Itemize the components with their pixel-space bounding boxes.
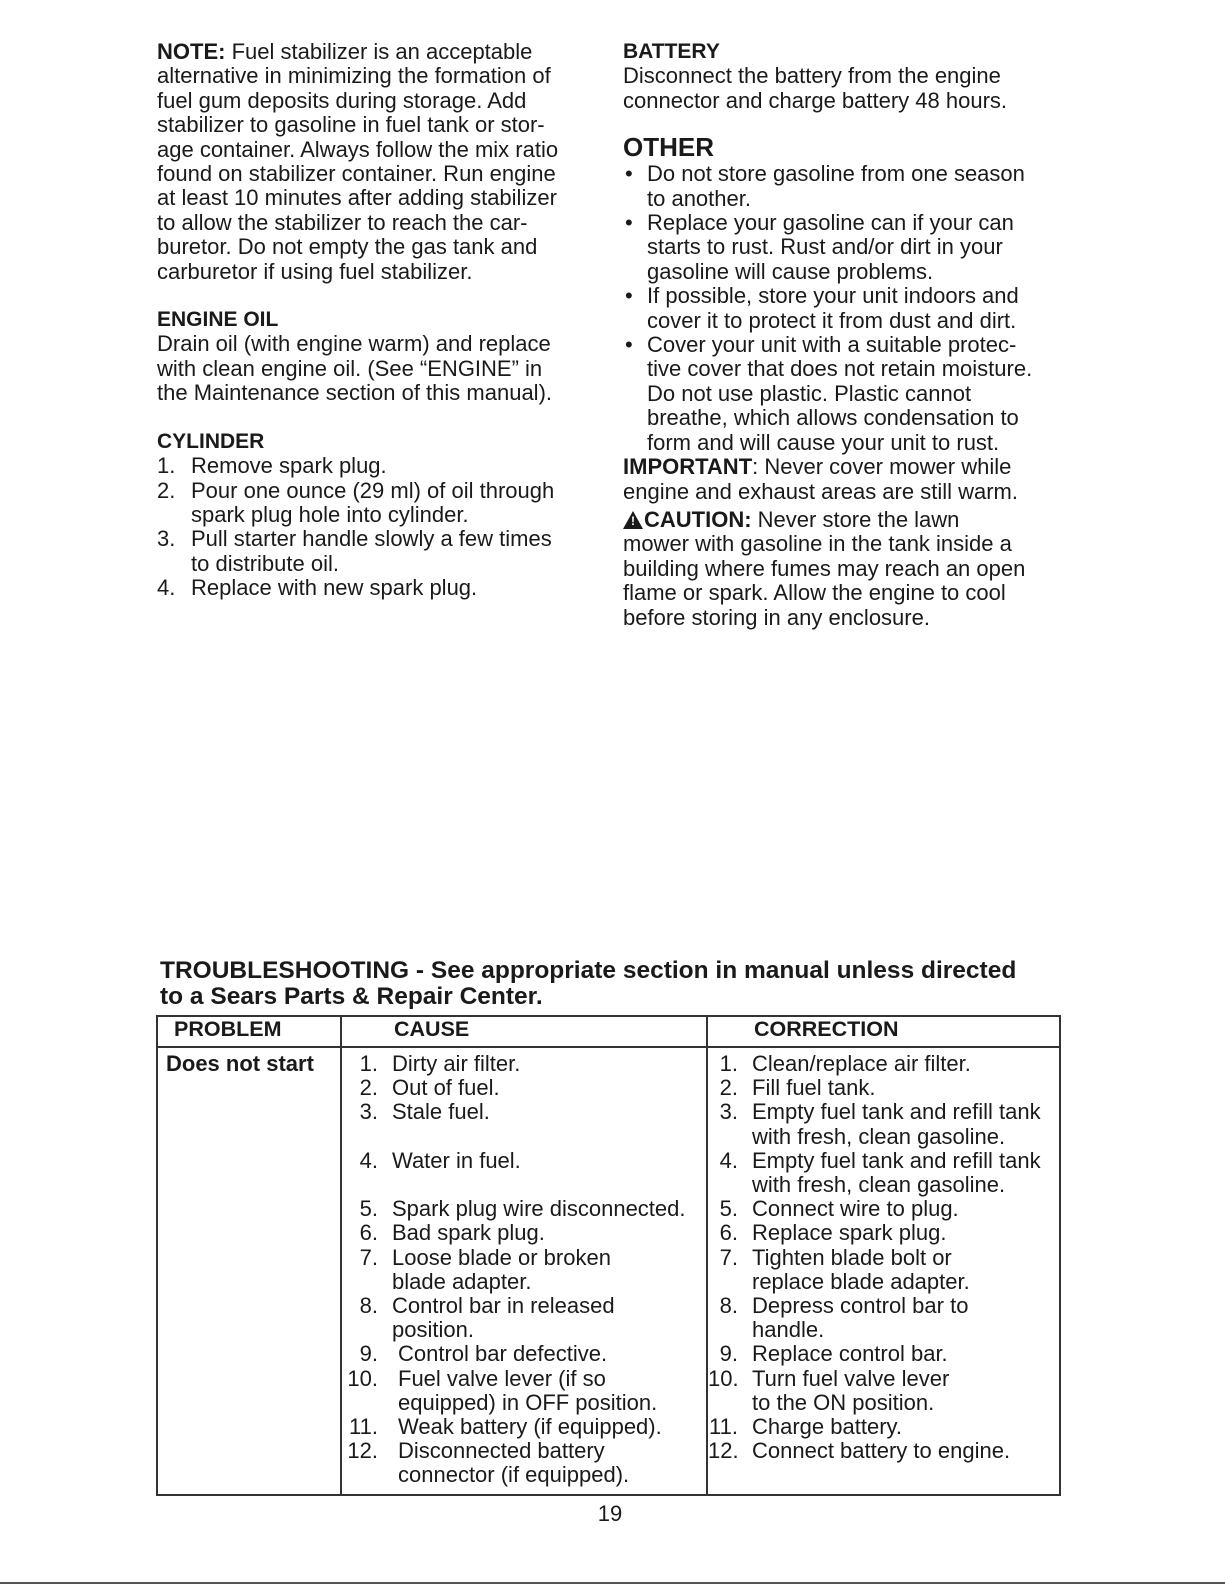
note-line: alternative in minimizing the formation of bbox=[157, 63, 551, 89]
list-item: 4. Empty fuel tank and refill tank with fresh, clean gasoline. bbox=[719, 1147, 1041, 1198]
engine-oil-line: Drain oil (with engine warm) and replace bbox=[157, 331, 551, 357]
list-item: 2. Fill fuel tank. bbox=[719, 1075, 876, 1101]
right-column bbox=[623, 40, 1063, 630]
note-label: NOTE: bbox=[157, 39, 226, 64]
note-line: age container. Always follow the mix ratio bbox=[157, 136, 559, 162]
list-item: 10. Fuel valve lever (if so equipped) in OFF position. bbox=[347, 1365, 658, 1415]
list-item: 3. Empty fuel tank and refill tank with fresh, clean gasoline. bbox=[719, 1099, 1041, 1149]
engine-oil-line: with clean engine oil. (See “ENGINE” in bbox=[157, 355, 543, 381]
bottom-rule bbox=[0, 1582, 1225, 1584]
list-item: • If possible, store your unit indoors and cover it to protect it from dust and dirt. bbox=[625, 283, 1019, 333]
correction-cell bbox=[707, 1047, 1060, 1495]
cause-cell bbox=[341, 1047, 707, 1495]
list-item: • Replace your gasoline can if your can starts to rust. Rust and/or dirt in your gasoline will cause problems. bbox=[625, 210, 1014, 284]
note-line: fuel gum deposits during storage. Add bbox=[157, 87, 527, 113]
note-line: found on stabilizer container. Run engine bbox=[157, 161, 556, 187]
note-line: stabilizer to gasoline in fuel tank or stor- bbox=[157, 112, 545, 138]
other-heading: OTHER bbox=[623, 132, 714, 163]
important-paragraph: IMPORTANT: Never cover mower while engine and exhaust areas are still warm. bbox=[623, 454, 1018, 504]
list-item: 11. Charge battery. bbox=[709, 1414, 903, 1440]
list-item: 12. Connect battery to engine. bbox=[708, 1438, 1011, 1464]
cylinder-steps bbox=[157, 454, 592, 600]
important-label: IMPORTANT bbox=[623, 454, 753, 480]
troubleshooting-title: TROUBLESHOOTING - See appropriate section in manual unless directed to a Sears Parts & Repair Center. bbox=[160, 957, 1017, 1010]
correction-header: CORRECTION bbox=[707, 1016, 1060, 1047]
list-item: 3. Stale fuel. bbox=[359, 1099, 490, 1125]
list-item: 2. Pour one ounce (29 ml) of oil through spark plug hole into cylinder. bbox=[157, 477, 555, 527]
list-item: 8. Control bar in released position. bbox=[359, 1293, 615, 1343]
caution-paragraph: !CAUTION: Never store the lawn mower with gasoline in the tank inside a building where fumes may reach an open flame or spark. Allow the engine to cool before storing in any enclosure. bbox=[623, 508, 1063, 630]
list-item: 9. Replace control bar. bbox=[719, 1341, 948, 1367]
engine-oil-line: the Maintenance section of this manual). bbox=[157, 380, 553, 406]
battery-line: connector and charge battery 48 hours. bbox=[623, 87, 1008, 113]
list-item: 6. Replace spark plug. bbox=[719, 1220, 947, 1246]
list-item: 9. Control bar defective. bbox=[359, 1341, 608, 1367]
note-line: carburetor if using fuel stabilizer. bbox=[157, 258, 473, 284]
list-item: 1. Clean/replace air filter. bbox=[719, 1051, 971, 1076]
engine-oil-paragraph bbox=[157, 332, 592, 405]
problem-cell: Does not start bbox=[157, 1047, 341, 1495]
list-item: 1. Remove spark plug. bbox=[157, 453, 387, 479]
note-line: to allow the stabilizer to reach the car- bbox=[157, 209, 528, 235]
list-item: 10. Turn fuel valve lever to the ON position. bbox=[708, 1365, 950, 1415]
page-number: 19 bbox=[597, 1501, 623, 1526]
caution-label: CAUTION: bbox=[644, 506, 752, 532]
warning-triangle-icon bbox=[623, 511, 643, 529]
note-line: buretor. Do not empty the gas tank and bbox=[157, 234, 538, 260]
note-line: at least 10 minutes after adding stabilizer bbox=[157, 185, 557, 211]
list-item: 6. Bad spark plug. bbox=[359, 1220, 545, 1246]
battery-line: Disconnect the battery from the engine bbox=[623, 63, 1001, 89]
list-item: • Do not store gasoline from one season to another. bbox=[625, 161, 1025, 211]
engine-oil-heading: ENGINE OIL bbox=[157, 308, 279, 332]
troubleshooting-table bbox=[156, 1015, 1061, 1496]
list-item: 12. Disconnected battery connector (if equipped). bbox=[347, 1438, 630, 1488]
list-item: 7. Loose blade or broken blade adapter. bbox=[359, 1244, 611, 1294]
other-bullets bbox=[623, 162, 1063, 455]
cylinder-heading: CYLINDER bbox=[157, 429, 265, 453]
cause-header: CAUSE bbox=[341, 1016, 707, 1047]
list-item: 4. Water in fuel. bbox=[359, 1147, 521, 1173]
list-item: • Cover your unit with a suitable protec- tive cover that does not retain moisture. Do not use plastic. Plastic cannot breathe, which allows condensation to form and will cause your unit to rust. bbox=[625, 332, 1033, 455]
problem-header: PROBLEM bbox=[157, 1016, 341, 1047]
note-line: Fuel stabilizer is an acceptable bbox=[225, 39, 533, 64]
list-item: 7. Tighten blade bolt or replace blade adapter. bbox=[719, 1244, 970, 1294]
list-item: 8. Depress control bar to handle. bbox=[719, 1293, 969, 1343]
list-item: 11. Weak battery (if equipped). bbox=[349, 1414, 662, 1440]
left-column bbox=[157, 40, 592, 601]
note-paragraph bbox=[157, 40, 592, 284]
list-item: 1. Dirty air filter. bbox=[359, 1051, 521, 1076]
battery-heading: BATTERY bbox=[623, 40, 720, 63]
list-item: 4. Replace with new spark plug. bbox=[157, 575, 478, 601]
list-item: 5. Connect wire to plug. bbox=[719, 1196, 959, 1222]
list-item: 2. Out of fuel. bbox=[359, 1075, 500, 1101]
list-item: 5. Spark plug wire disconnected. bbox=[359, 1196, 686, 1222]
list-item: 3. Pull starter handle slowly a few times to distribute oil. bbox=[157, 526, 552, 576]
